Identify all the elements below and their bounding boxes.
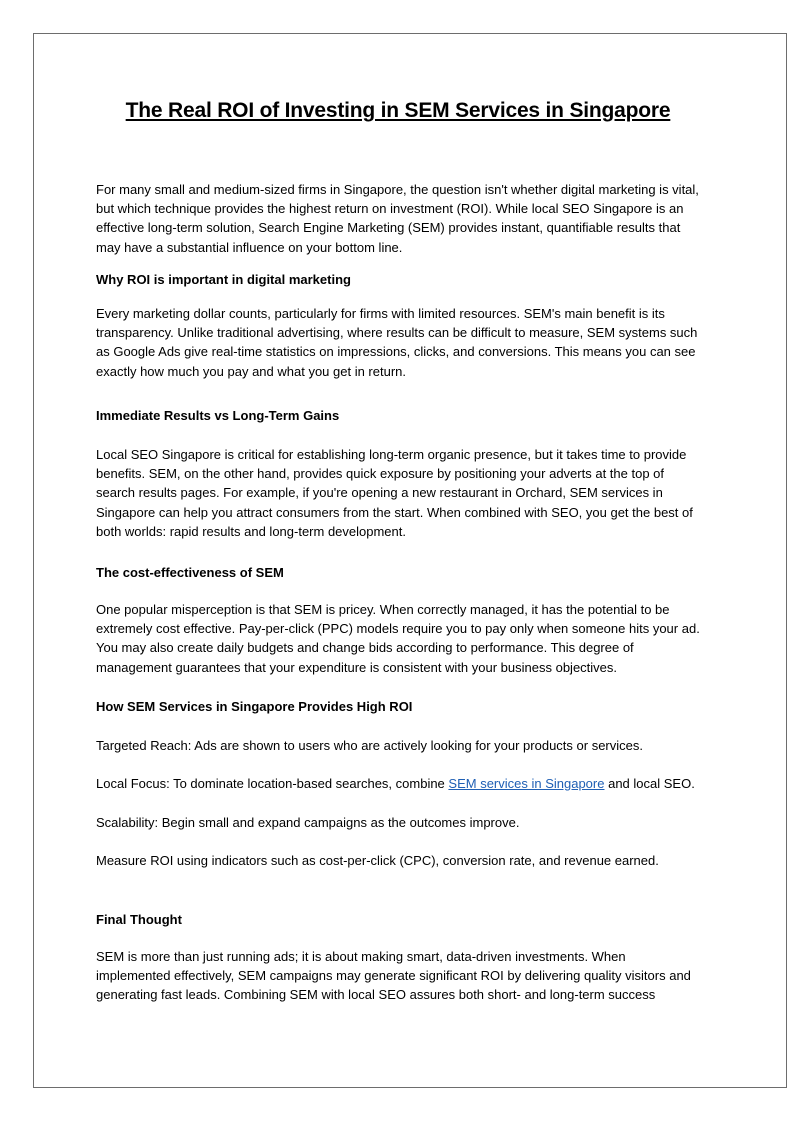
paragraph-immediate-results: Local SEO Singapore is critical for establishing long-term organic presence, but it takes time to provide benefits. SEM, on the other hand, provides quick exposure by positioning your adverts at the top of search results pages. For example, if you're opening a new restaurant in Orchard, SEM services in Singapore can help you attract consumers from the start. When combined with SEO, you get the best of both worlds: rapid results and long-term development. xyxy=(96,447,693,539)
point-targeted-reach: Targeted Reach: Ads are shown to users who are actively looking for your products or services. xyxy=(96,738,643,753)
paragraph-cost-effectiveness: One popular misperception is that SEM is pricey. When correctly managed, it has the potential to be extremely cost effective. Pay-per-click (PPC) models require you to pay only when someone hits your ad. You may also create daily budgets and change bids according to performance. This degree of management guarantees that your expenditure is consistent with your business objectives. xyxy=(96,602,700,675)
paragraph-final-thought: SEM is more than just running ads; it is about making smart, data-driven investments. When implemented effectively, SEM campaigns may generate significant ROI by delivering quality visitors and generating fast leads. Combining SEM with local SEO assures both short- and long-term success xyxy=(96,949,691,1003)
intro-paragraph: For many small and medium-sized firms in Singapore, the question isn't whether digital marketing is vital, but which technique provides the highest return on investment (ROI). While local SEO Singapore is an effective long-term solution, Search Engine Marketing (SEM) provides instant, quantifiable results that may have a substantial influence on your bottom line. xyxy=(96,182,699,255)
paragraph-roi-importance: Every marketing dollar counts, particularly for firms with limited resources. SEM's main benefit is its transparency. Unlike traditional advertising, where results can be difficult to measure, SEM systems such as Google Ads give real-time statistics on impressions, clicks, and conversions. This means you can see exactly how much you pay and what you get in return. xyxy=(96,306,698,379)
point-local-focus-text-after: and local SEO. xyxy=(604,776,695,791)
point-measure-roi: Measure ROI using indicators such as cost-per-click (CPC), conversion rate, and revenue earned. xyxy=(96,853,659,868)
section-heading-high-roi: How SEM Services in Singapore Provides High ROI xyxy=(96,699,413,714)
point-local-focus xyxy=(96,774,700,793)
section-heading-roi-importance: Why ROI is important in digital marketing xyxy=(96,272,351,287)
section-heading-final-thought: Final Thought xyxy=(96,912,182,927)
sem-services-link[interactable]: SEM services in Singapore xyxy=(448,776,605,791)
section-heading-immediate-results: Immediate Results vs Long-Term Gains xyxy=(96,408,340,423)
page-title: The Real ROI of Investing in SEM Services in Singapore xyxy=(125,99,671,122)
point-scalability: Scalability: Begin small and expand campaigns as the outcomes improve. xyxy=(96,815,520,830)
point-local-focus-text-before: Local Focus: To dominate location-based searches, combine xyxy=(96,776,449,791)
section-heading-cost-effectiveness: The cost-effectiveness of SEM xyxy=(96,565,284,580)
